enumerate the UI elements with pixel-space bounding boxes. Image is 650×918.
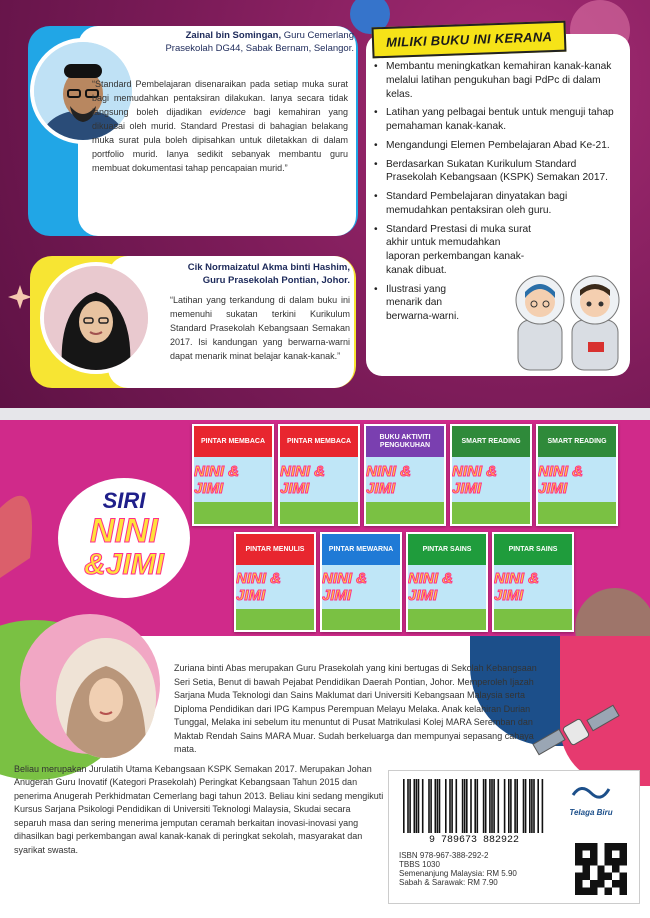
barcode-bar [403, 779, 405, 833]
qr-module [597, 865, 604, 872]
astronaut-girl-icon [516, 276, 564, 370]
book-series-label: NINI & JIMI [494, 569, 539, 604]
amp-label: & [83, 548, 106, 581]
barcode-bar [491, 779, 493, 833]
qr-module [620, 880, 627, 887]
barcode-bar [414, 779, 416, 833]
qr-module [620, 850, 627, 857]
book-footer [322, 609, 400, 630]
book-cover [364, 424, 446, 526]
barcode-bar [531, 779, 533, 833]
book-cover [192, 424, 274, 526]
book-footer [494, 609, 572, 630]
quote-1-attribution: Zainal bin Somingan, Guru Cemerlang Prasekolah DG44, Sabak Bernam, Selangor. [165, 30, 354, 54]
reasons-box [366, 29, 630, 376]
reason-item: • Ilustrasi yang menarik dan berwarna-warni. [386, 283, 464, 324]
book-art [194, 457, 272, 502]
book-art [538, 457, 616, 502]
barcode-bar [477, 779, 479, 833]
price-peninsular: Semenanjung Malaysia: RM 5.90 [399, 869, 517, 878]
qr-module [605, 873, 612, 880]
publisher-wave-icon [571, 781, 611, 803]
quote-1-name: Zainal bin Somingan [185, 30, 279, 41]
qr-module [590, 880, 597, 887]
qr-module [597, 880, 604, 887]
quote-1-role: Guru Cemerlang Prasekolah DG44, Sabak Bernam, Selangor. [165, 30, 354, 54]
book-info [399, 851, 559, 887]
qr-module [612, 880, 619, 887]
book-series-label: NINI & JIMI [194, 462, 239, 497]
quote-1-text-em: evidence [209, 106, 246, 117]
book-title: PINTAR SAINS [408, 534, 486, 565]
book-footer [280, 502, 358, 524]
book-title: PINTAR MEWARNA [322, 534, 400, 565]
book-footer [194, 502, 272, 524]
qr-module [582, 873, 589, 880]
book-title: BUKU AKTIVITI PENGUKUHAN [366, 426, 444, 457]
book-cover [536, 424, 618, 526]
bio-paragraph-1 [14, 662, 544, 757]
barcode-bar [470, 779, 472, 833]
barcode-bar [430, 779, 432, 833]
quote-1-text-a: “Standard Pembelajaran disenaraikan pada setiap muka surat bagi memudahkan pentaksiran dilakukan. Ianya secara tidak langsung boleh dijadikan [92, 79, 348, 117]
isbn: ISBN 978-967-388-292-2 [399, 851, 489, 860]
barcode-bar [428, 779, 430, 833]
book-footer [366, 502, 444, 524]
book-cover [492, 532, 574, 632]
qr-module [575, 850, 582, 857]
barcode-box [388, 770, 640, 904]
qr-module [612, 843, 619, 850]
book-series-label: NINI & JIMI [538, 462, 583, 497]
book-title: SMART READING [452, 426, 530, 457]
book-cover [406, 532, 488, 632]
qr-module [590, 858, 597, 865]
book-art [452, 457, 530, 502]
barcode-bar [464, 779, 466, 833]
qr-module [582, 843, 589, 850]
bio-paragraph-1-text: Zuriana binti Abas merupakan Guru Prasekolah yang kini bertugas di Sekolah Kebangsaan Seri Setia, Benut di bawah Pejabat Pendidikan Daerah Pontian, Johor. Memperoleh Ijazah Sarjana Muda Teknologi dan Sains Maklumat dari Universiti Kebangsaan Malaysia serta Diploma Pendidikan dari IPG Kampus Perempuan Melayu Melaka. Anak kelahiran Durian Tunggal, Melaka ini sebelum itu menuntut di Pusat Matrikulasi Kolej MARA Seremban dan Maktab Rendah Sains MARA Muar. Sudah berkeluarga dan mempunyai sepasang cahaya mata. [174, 663, 537, 754]
qr-code-icon [575, 843, 627, 895]
qr-module [605, 888, 612, 895]
barcode-bar [523, 779, 525, 833]
barcode-graphic [399, 779, 549, 837]
tbbs: TBBS 1030 [399, 860, 440, 869]
qr-module [582, 865, 589, 872]
barcode-bar [489, 779, 491, 833]
reasons-title: MILIKI BUKU INI KERANA [372, 21, 567, 59]
book-footer [538, 502, 616, 524]
book-art [322, 565, 400, 609]
book-art [366, 457, 444, 502]
book-cover [234, 532, 316, 632]
book-title: SMART READING [538, 426, 616, 457]
qr-module [575, 888, 582, 895]
top-section [0, 0, 650, 410]
barcode-bar [516, 779, 518, 833]
barcode-bar [409, 779, 411, 833]
qr-module [620, 873, 627, 880]
reason-item: • Mengandungi Elemen Pembelajaran Abad Ke-21. [386, 139, 624, 153]
barcode-bar [525, 779, 527, 833]
qr-module [590, 850, 597, 857]
barcode-bar [437, 779, 439, 833]
qr-module [582, 888, 589, 895]
barcode-bar [456, 779, 458, 833]
barcode-bar [474, 779, 476, 833]
book-title: PINTAR MENULIS [236, 534, 314, 565]
quote-2-name: Cik Normaizatul Akma binti Hashim, [187, 262, 350, 273]
book-cover [450, 424, 532, 526]
barcode-bar [418, 779, 420, 833]
quote-2-text: “Latihan yang terkandung di dalam buku ini memenuhi sukatan terkini Kurikulum Standard Prasekolah Kebangsaan Semakan 2017. Isi kandungan yang berwarna-warni dapat menarik minat belajar kanak-kanak.” [170, 295, 350, 361]
barcode-bar [510, 779, 512, 833]
amp-jimi-label [58, 548, 190, 582]
barcode-bar [514, 779, 516, 833]
book-series-label: NINI & JIMI [322, 569, 367, 604]
book-series-label: NINI & JIMI [366, 462, 411, 497]
qr-module [605, 843, 612, 850]
qr-module [582, 858, 589, 865]
qr-module [620, 888, 627, 895]
book-series-label: NINI & JIMI [452, 462, 497, 497]
barcode-bar [422, 779, 424, 833]
barcode-bar [462, 779, 464, 833]
reason-item: • Latihan yang pelbagai bentuk untuk menguji tahap pemahaman kanak-kanak. [386, 106, 624, 134]
barcode-bar [498, 779, 500, 833]
qr-module [605, 850, 612, 857]
qr-module [620, 843, 627, 850]
qr-module [575, 873, 582, 880]
quote-2-role: Guru Prasekolah Pontian, Johor. [202, 274, 350, 286]
publisher-name: Telaga Biru [569, 808, 613, 817]
barcode-bar [504, 779, 506, 833]
book-title: PINTAR MEMBACA [280, 426, 358, 457]
qr-module [575, 858, 582, 865]
astronaut-kids-illustration [512, 262, 624, 374]
qr-module [620, 858, 627, 865]
book-art [236, 565, 314, 609]
astronaut-boy-icon [571, 276, 619, 370]
barcode-bar [533, 779, 535, 833]
barcode-bar [449, 779, 451, 833]
book-series-label: NINI & JIMI [280, 462, 325, 497]
book-footer [408, 609, 486, 630]
book-footer [452, 502, 530, 524]
book-series-label: NINI & JIMI [408, 569, 453, 604]
barcode-bar [483, 779, 485, 833]
quote-1-text-b: bagi kemahiran yang dikuasai oleh murid. Standard Prestasi di bahagian belakang muka surat pula boleh dipisahkan untuk diletakkan di dalam portfolio murid. Ianya sedikit sebanyak membantu guru membuat dokumentasi tahap pencapaian murid.” [92, 106, 348, 173]
barcode-bar [537, 779, 539, 833]
book-title: PINTAR MEMBACA [194, 426, 272, 457]
book-art [408, 565, 486, 609]
barcode-bar [439, 779, 441, 833]
barcode-bar [485, 779, 487, 833]
quote-1-text [92, 78, 348, 176]
siri-nini-jimi-logo [58, 478, 190, 598]
qr-module [575, 843, 582, 850]
qr-module [605, 858, 612, 865]
barcode-bar [451, 779, 453, 833]
barcode-bar [407, 779, 409, 833]
barcode-number: 9 789673 882922 [428, 835, 519, 846]
book-art [280, 457, 358, 502]
reason-item: • Standard Pembelajaran dinyatakan bagi memudahkan pentaksiran oleh guru. [386, 190, 624, 218]
book-footer [236, 609, 314, 630]
barcode-bar [466, 779, 468, 833]
reason-item: • Standard Prestasi di muka surat akhir untuk memudahkan laporan perkembangan kanak-kanak dibuat. [386, 223, 536, 278]
star-decor-icon [8, 285, 32, 309]
barcode-bar [416, 779, 418, 833]
book-cover [320, 532, 402, 632]
book-title: PINTAR SAINS [494, 534, 572, 565]
qr-module [612, 865, 619, 872]
qr-module [590, 888, 597, 895]
nini-label: NINI [90, 512, 158, 550]
jimi-label: JIMI [105, 548, 165, 581]
qr-module [590, 843, 597, 850]
book-series-label: NINI & JIMI [236, 569, 281, 604]
price-east: Sabah & Sarawak: RM 7.90 [399, 878, 498, 887]
barcode-bar [445, 779, 447, 833]
qr-module [597, 873, 604, 880]
barcode-bar [435, 779, 437, 833]
book-art [494, 565, 572, 609]
barcode-bar [508, 779, 510, 833]
barcode-bar [493, 779, 495, 833]
reason-item: • Membantu meningkatkan kemahiran kanak-kanak melalui latihan pengukuhan bagi PdPc di dalam kelas. [386, 60, 624, 101]
qr-module [612, 858, 619, 865]
bio-paragraph-2: Beliau merupakan Jurulatih Utama Kebangsaan KSPK Semakan 2017. Merupakan Johan Anugerah Guru Inovatif (Kategori Prasekolah) Peringkat Kebangsaan Tahun 2015 dan penerima Anugerah Perkhidmatan Cemerlang bagi tahun 2013. Beliau kini sedang mengikuti Kursus Sarjana Psikologi Pendidikan di Universiti Teknologi Malaysia, Skudai secara separuh masa dan sering menerima jemputan ceramah berkaitan inovasi-inovasi yang dihasilkan bagi perkembangan awal kanak-kanak di peringkat sekolah, masyarakat dan syarikat swasta. [14, 763, 384, 855]
barcode-bar [542, 779, 544, 833]
publisher-logo [553, 781, 629, 819]
quote-2-attribution [130, 262, 350, 288]
book-cover [278, 424, 360, 526]
siri-label: SIRI [102, 488, 146, 513]
qr-module [575, 880, 582, 887]
reason-item: • Berdasarkan Sukatan Kurikulum Standard Prasekolah Kebangsaan (KSPK) Semakan 2017. [386, 158, 624, 186]
barcode-bar [529, 779, 531, 833]
